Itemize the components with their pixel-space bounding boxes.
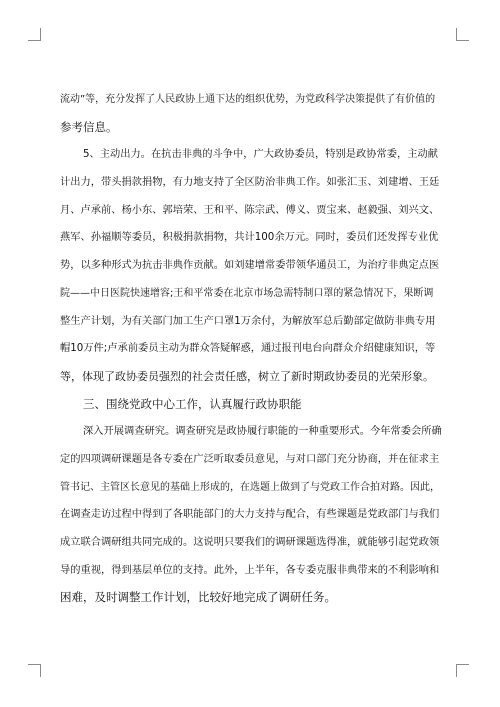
paragraph-line: 管书记、主管区长意见的基础上形成的，在选题上做到了与党政工作合拍对路。因此， [60,481,440,493]
paragraph-line: 导的重视，得到基层单位的支持。此外，上半年，各专委克服非典带来的不利影响和 [60,563,440,576]
paragraph-line: 成立联合调研组共同完成的。这说明只要我们的调研课题选得准，就能够引起党政领 [60,536,440,548]
crop-mark-bottom-right [456,664,469,677]
crop-mark-bottom-left [28,664,41,677]
paragraph-line: 帽10万件;卢承前委员主动为群众答疑解惑，通过报刊电台向群众介绍健康知识，等 [60,342,436,355]
paragraph-line: 整生产计划，为有关部门加工生产口罩1万余付，为解放军总后勤部定做防非典专用 [60,314,436,327]
paragraph-line: 5、主动出力。在抗击非典的斗争中，广大政协委员，特别是政协常委，主动献 [83,148,439,161]
paragraph-line: 在调查走访过程中得到了各职能部门的大力支持与配合，有些课题是党政部门与我们 [60,508,440,521]
paragraph-line: 势，以多种形式为抗击非典作贡献。如刘建增常委带领华通员工，为治疗非典定点医 [60,259,440,272]
paragraph-line: 深入开展调查研究。调查研究是政协履行职能的一种重要形式。今年常委会所确 [83,425,442,438]
paragraph-line: 定的四项调研课题是各专委在广泛听取委员意见，与对口部门充分协商，并在征求主 [60,452,440,465]
paragraph-line: 燕军、孙福顺等委员，积极捐款捐物，共计100余万元。同时，委员们还发挥专业优 [60,231,439,244]
paragraph-line: 月、卢承前、杨小东、郭培荣、王和平、陈宗武、傅义、贾宝来、赵毅强、刘兴文、 [60,203,440,216]
crop-mark-top-right [456,28,469,41]
section-heading: 三、围绕党政中心工作，认真履行政协职能 [83,396,302,411]
paragraph-line: 院——中日医院快速增容;王和平常委在北京市场急需特制口罩的紧急情况下，果断调 [60,287,434,299]
body-text [60,86,442,612]
crop-mark-top-left [28,28,41,41]
paragraph-line: 困难，及时调整工作计划，比较好地完成了调研任务。 [60,590,336,605]
paragraph-line: 等，体现了政协委员强烈的社会责任感，树立了新时期政协委员的光荣形象。 [60,369,434,383]
paragraph-line: 参考信息。 [60,119,118,134]
paragraph-line: 计出力，带头捐款捐物，有力地支持了全区防治非典工作。如张汇玉、刘建增、王廷 [60,176,440,189]
paragraph-line: 流动”等，充分发挥了人民政协上通下达的组织优势，为党政科学决策提供了有价值的 [60,94,436,105]
